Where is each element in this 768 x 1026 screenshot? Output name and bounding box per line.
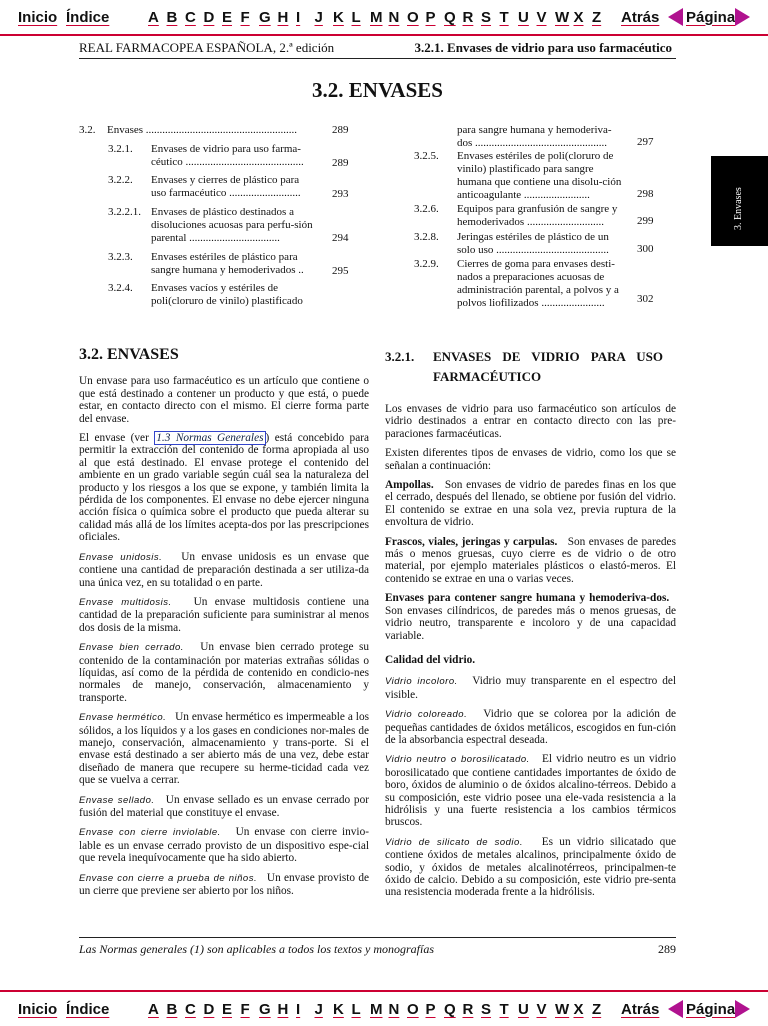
letter-link-f[interactable]: F [240,8,250,26]
atras-link[interactable]: Atrás [621,1000,660,1018]
inicio-link[interactable]: Inicio [18,8,58,26]
item-text: Son envases de paredes más o menos gruesas, cuyo cierre es de vidrio o de otro material, por ejemplo materiales plásticos o elastó-meros. El contenido se extrae en una o varias veces. [385,535,676,585]
toc-page: 294 [332,232,349,244]
definition [79,826,369,864]
toc-number: 3.2.3. [108,251,133,263]
definition-text: Un envase hermético es impermeable a los sólidos, a los líquidos y a los gases en condiciones nor-males de manejo, conservación, almacenamiento y trans-porte. Si el envase está destinado a ser abierto más de una vez, debe estar diseñado de manera que recupere su herme-ticidad cada vez que se vuelva a cerrar. [79,711,369,787]
toc-page: 289 [332,124,349,136]
definition [79,872,369,898]
toc-page: 299 [637,215,654,227]
letter-link-x[interactable]: X [573,8,584,26]
definition [79,641,369,704]
item-term: Envases para contener sangre humana y hemoderiva-dos. [385,592,670,605]
definition-text: Un envase sellado es un envase cerrado por fusión del material que constituye el envase. [79,793,369,819]
header-book-title: REAL FARMACOPEA ESPAÑOLA, 2.ª edición [79,40,335,55]
letter-link-u[interactable]: U [518,8,529,26]
top-navigation-bar [0,0,768,36]
definition [79,596,369,634]
subsection-heading [385,347,676,397]
letter-link-k[interactable]: K [333,8,344,26]
letter-link-d[interactable]: D [203,8,215,26]
previous-page-arrow-icon[interactable] [668,8,683,26]
next-page-arrow-icon[interactable] [735,1000,750,1018]
letter-link-f[interactable]: F [240,1000,250,1018]
toc-entry[interactable] [414,231,676,258]
toc-right [414,124,676,310]
letter-link-q[interactable]: Q [444,8,456,26]
letter-link-t[interactable]: T [499,1000,509,1018]
toc-text: Envases estériles de poli(cloruro de vinilo) plastificado para sangre humana que contiene una disolu-ción anticoagulante ........................ [457,150,622,201]
pagina-link[interactable]: Página [686,1000,736,1018]
letter-link-j[interactable]: J [314,8,323,26]
page-number: 289 [658,942,676,956]
inicio-link[interactable]: Inicio [18,1000,58,1018]
item-text: Son envases cilíndricos, de paredes más o menos gruesas, de vidrio neutro, transparente e incoloro y de una capacidad variable. [385,604,676,642]
letter-link-o[interactable]: O [407,1000,419,1018]
toc-text: Envases vacíos y estériles de poli(cloruro de vinilo) plastificado [151,282,303,307]
definition-text: El vidrio neutro es un vidrio borosilicatado que contiene cantidades importantes de óxido de boro, óxidos de aluminio o de óxidos alcalino-térreos. Debido a su composición, este vidrio posee una ele-vada resistencia a la hidrólisis y una fuerte resistencia a los cambios térmicos bruscos. [385,753,676,829]
toc-entry[interactable] [414,150,676,203]
letter-link-j[interactable]: J [314,1000,323,1018]
page-title: 3.2. ENVASES [312,78,443,102]
letter-link-c[interactable]: C [185,8,196,26]
definition [79,794,369,820]
toc-entry[interactable] [79,174,355,206]
normas-generales-link[interactable]: 1.3 Normas Generales [156,432,264,445]
paragraph-text: ) está concebido para permitir la extracción del contenido de forma apropiada al uso al que está destinado. El envase protege el contenido del ambiente en un grado variable según cuál sea la naturaleza del producto y los riesgos a los que se expone, y también limita la pérdida de los componentes. El envase no debe ejercer ninguna acción física o química sobre el producto que pueda alterar su calidad más allá de los límites acepta-dos por las prescripciones oficiales. [79,432,369,544]
letter-link-q[interactable]: Q [444,1000,456,1018]
letter-link-r[interactable]: R [462,8,474,26]
toc-page: 293 [332,188,349,200]
paragraph: Existen diferentes tipos de envases de vidrio, como los que se señalan a continuación: [385,447,676,472]
toc-text: para sangre humana y hemoderiva-dos ................................................ [457,124,612,149]
letter-link-o[interactable]: O [407,8,419,26]
toc-left [79,124,355,312]
toc-entry[interactable] [79,282,355,312]
definition-term: Envase con cierre inviolable. [79,827,221,839]
letter-link-t[interactable]: T [499,8,509,26]
letter-link-w[interactable]: W [555,8,570,26]
definition-text: Vidrio que se colorea por la adición de pequeñas cantidades de óxidos metálicos, escogidos en fun-ción de la absorbancia espectral deseada. [385,708,677,746]
toc-number: 3.2.2.1. [108,206,141,218]
toc-entry[interactable] [79,143,355,174]
letter-link-g[interactable]: G [259,1000,271,1018]
letter-link-c[interactable]: C [185,1000,196,1018]
toc-entry[interactable] [414,258,676,310]
toc-text: Envases y cierres de plástico para uso farmacéutico .......................... [151,174,301,199]
definition-term: Envase bien cerrado. [79,642,184,654]
bottom-navigation-bar [0,990,768,1026]
container-paragraph [79,432,369,544]
paragraph-text: El envase (ver [79,432,149,445]
toc-text: Envases de vidrio para uso farma-céutico ........................................... [151,143,304,168]
toc-text: Jeringas estériles de plástico de un solo uso ......................................... [457,231,609,256]
letter-link-p[interactable]: P [425,8,436,26]
letter-link-n[interactable]: N [388,1000,400,1018]
definition-term: Envase con cierre a prueba de niños. [79,872,258,884]
definition-text: Un envase unidosis es un envase que contiene una cantidad de preparación destinada a ser utiliza-da una única vez, en su totalidad o en parte. [79,550,370,589]
letter-link-g[interactable]: G [259,8,271,26]
letter-link-i[interactable]: I [296,1000,301,1018]
toc-entry[interactable] [414,124,676,150]
toc-page: 298 [637,188,654,200]
item-text: Son envases de vidrio de paredes finas en los que el cerrado, después del llenado, se obtiene por fusión del vidrio. El contenido se extrae en una sola vez, previa ruptura de la envoltura de vidrio. [385,479,676,529]
letter-link-s[interactable]: S [481,1000,492,1018]
letter-link-m[interactable]: M [370,8,383,26]
page-footer [79,937,676,956]
definition [385,753,676,828]
item-term: Frascos, viales, jeringas y carpulas. [385,535,558,548]
letter-link-u[interactable]: U [518,1000,529,1018]
glass-type-item [385,592,676,642]
definition-term: Envase hermético. [79,712,167,724]
toc-entry[interactable] [79,124,355,143]
letter-link-a[interactable]: A [148,8,159,26]
toc-number: 3.2.5. [414,150,439,162]
toc-page: 289 [332,157,349,169]
indice-link[interactable]: Índice [66,1000,110,1018]
toc-entry[interactable] [79,206,355,251]
toc-page: 300 [637,243,654,255]
definition-term: Vidrio de silicato de sodio. [385,836,523,848]
definition-text: Vidrio muy transparente en el espectro del visible. [385,675,676,701]
definition-term: Envase sellado. [79,794,155,806]
letter-link-k[interactable]: K [333,1000,344,1018]
toc-entry[interactable] [79,251,355,282]
letter-link-p[interactable]: P [425,1000,436,1018]
letter-link-e[interactable]: E [222,1000,233,1018]
section-heading: 3.2. ENVASES [79,346,179,363]
letter-link-m[interactable]: M [370,1000,383,1018]
glass-type-item [385,479,676,529]
definition-term: Envase multidosis. [79,596,172,608]
definition [79,551,369,589]
toc-number: 3.2.2. [108,174,133,186]
letter-link-d[interactable]: D [203,1000,215,1018]
definition-term: Envase unidosis. [79,551,163,563]
indice-link[interactable]: Índice [66,8,110,26]
letter-link-b[interactable]: B [166,8,178,26]
quality-subheading: Calidad del vidrio. [385,653,476,666]
toc-number: 3.2.4. [108,282,133,294]
toc-text: Cierres de goma para envases desti-nados a preparaciones acuosas de administración parental, a polvos y a polvos liofilizados ....................... [457,258,619,309]
definition-term: Vidrio neutro o borosilicatado. [385,754,530,766]
toc-text: Envases de plástico destinados a disoluciones acuosas para perfu-sión parental ................................. [151,206,313,244]
toc-text: Equipos para granfusión de sangre y hemoderivados ............................ [457,203,618,228]
toc-number: 3.2.9. [414,258,439,270]
letter-link-a[interactable]: A [148,1000,159,1018]
letter-link-b[interactable]: B [166,1000,178,1018]
toc-entry[interactable] [414,203,676,231]
definition [79,711,369,786]
toc-page: 302 [637,293,654,305]
definition-text: Un envase bien cerrado protege su contenido de la contaminación por materias extrañas sólidas o líquidas, así como de la pérdida de contenido en condicio-nes normales de manejo, conservación, almacenamiento y transporte. [79,641,369,704]
alphabet-index [148,9,611,26]
letter-link-h[interactable]: H [277,8,289,26]
footer-note: Las Normas generales (1) son aplicables a todos los textos y monografías [79,942,434,956]
chapter-side-tab[interactable] [711,156,768,246]
definition [385,675,676,701]
letter-link-e[interactable]: E [222,8,233,26]
paragraph: Los envases de vidrio para uso farmacéutico son artículos de vidrio destinados a entrar en contacto directo con las pre-paraciones farmacéuticas. [385,403,676,440]
letter-link-n[interactable]: N [388,8,400,26]
letter-link-l[interactable]: L [351,8,361,26]
letter-link-v[interactable]: V [536,1000,547,1018]
glass-type-item [385,536,676,586]
alphabet-index [148,1001,611,1018]
intro-paragraph: Un envase para uso farmacéutico es un artículo que contiene o que está destinado a contener un producto y que está, o puede estar, en contacto directo con el mismo. El cierre forma parte del envase. [79,375,369,425]
toc-number: 3.2.6. [414,203,439,215]
definition-text: Un envase con cierre invio-lable es un envase cerrado provisto de un dispositivo espe-cial que revela inequívocamente que ha sido abierto. [79,826,369,865]
letter-link-z[interactable]: Z [592,1000,602,1018]
definition [385,836,676,899]
letter-link-l[interactable]: L [351,1000,361,1018]
definition-term: Vidrio incoloro. [385,676,458,688]
definition-text: Un envase multidosis contiene una cantidad de la preparación suficiente para suministrar al menos dos dosis de la misma. [79,595,369,634]
chapter-side-tab-label: 3. Envases [733,187,744,230]
subsection-title: ENVASES DE VIDRIO PARA USO FARMACÉUTICO [433,349,663,384]
letter-link-x[interactable]: X [573,1000,584,1018]
letter-link-z[interactable]: Z [592,8,602,26]
definition-text: Es un vidrio silicatado que contiene óxidos de metales alcalinos, principalmente óxido de sodio, y óxidos de metales alcalinotérreos, principalmen-te óxido de calcio. Debido a su composición, este vidrio pre-senta una resistencia moderada frente a la hidrólisis. [385,835,676,899]
letter-link-i[interactable]: I [296,8,301,26]
toc-text: Envases estériles de plástico para sangre humana y hemoderivados .. [151,251,304,276]
toc-text: Envases ....................................................... [107,124,298,136]
definition [385,708,676,746]
next-page-arrow-icon[interactable] [735,8,750,26]
header-section-title: 3.2.1. Envases de vidrio para uso farmacéutico [414,40,672,55]
letter-link-h[interactable]: H [277,1000,289,1018]
letter-link-s[interactable]: S [481,8,492,26]
right-column [385,347,676,906]
pagina-link[interactable]: Página [686,8,736,26]
definition-term: Vidrio coloreado. [385,709,468,721]
letter-link-w[interactable]: W [555,1000,570,1018]
toc-number: 3.2.1. [108,143,133,155]
toc-page: 295 [332,265,349,277]
subsection-number: 3.2.1. [385,349,415,364]
running-header [79,38,676,59]
atras-link[interactable]: Atrás [621,8,660,26]
toc-number: 3.2.8. [414,231,439,243]
left-column [79,346,370,904]
previous-page-arrow-icon[interactable] [668,1000,683,1018]
toc-page: 297 [637,136,654,148]
letter-link-r[interactable]: R [462,1000,474,1018]
definition-text: Un envase provisto de un cierre que previene ser abierto por los niños. [79,871,369,898]
letter-link-v[interactable]: V [536,8,547,26]
toc-number: 3.2. [79,124,96,136]
item-term: Ampollas. [385,479,434,492]
